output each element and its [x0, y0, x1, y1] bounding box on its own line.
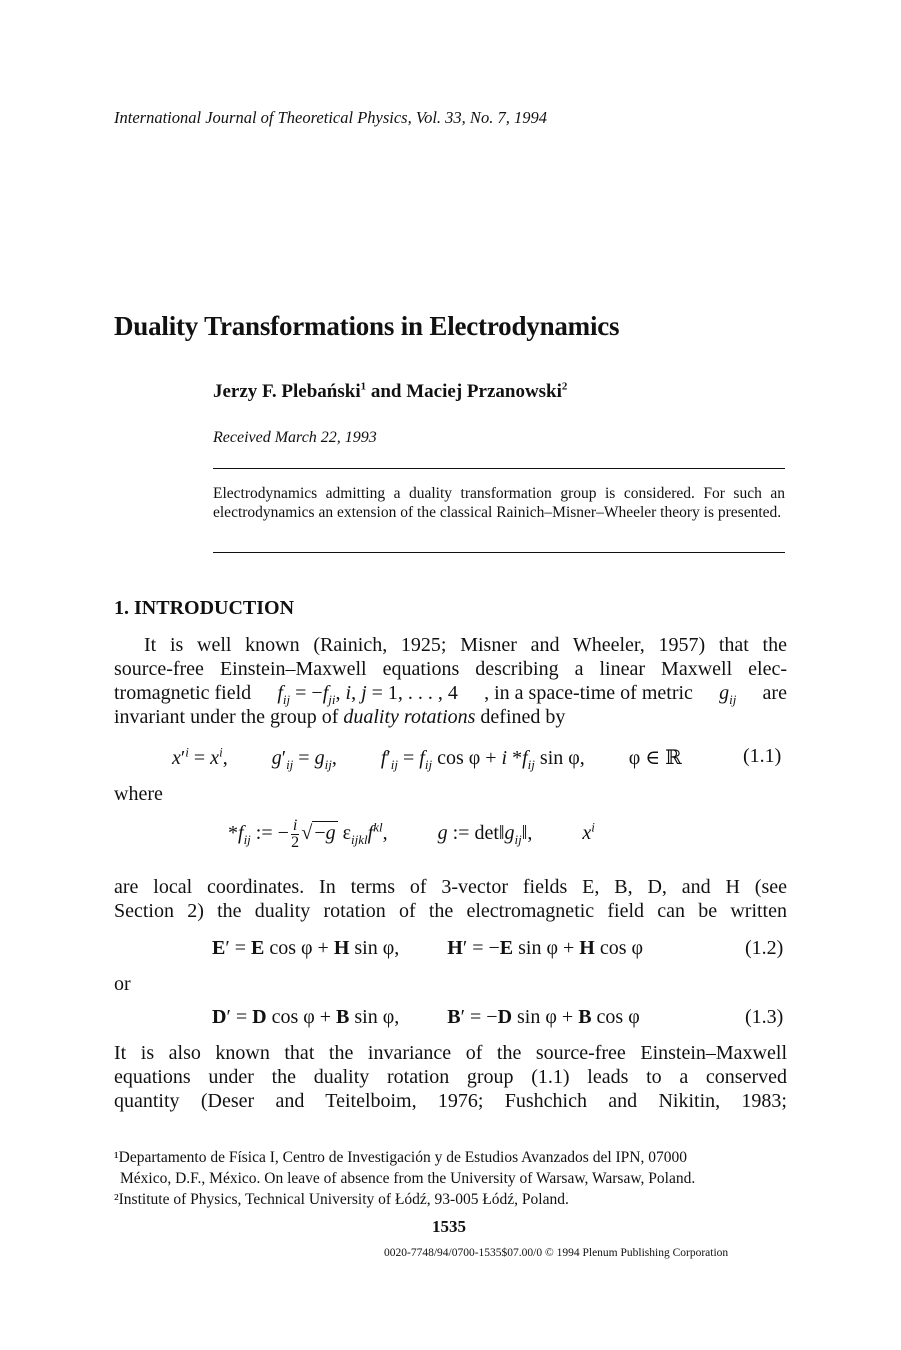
equation-1-1: $x'^i = x^i$, $g'_{ij} = g_{ij}$, $f'_{ij} = f_{ij}$ cos φ + i $*f_{ij}$ sin φ, φ ∈ ℝ	[172, 744, 682, 772]
fraction-i-over-2: $\frac{i}{2}$	[291, 817, 300, 851]
equation-1-3: D′ = D cos φ + B sin φ, B′ = −D sin φ + B cos φ	[212, 1006, 640, 1028]
footnote-1-line-2: México, D.F., México. On leave of absence from the University of Warsaw, Warsaw, Poland.	[120, 1170, 696, 1187]
footnote-2: ²Institute of Physics, Technical University of Łódź, 93-005 Łódź, Poland.	[114, 1191, 569, 1208]
intro-line-4-text-b: defined by	[480, 706, 566, 728]
intro-line-1: It is well known (Rainich, 1925; Misner and Wheeler, 1957) that the	[144, 634, 787, 656]
dual-definition: $*f_{ij}$ := − $\frac{i}{2}$ √ −g $\varepsilon_{ijkl}f^{kl}$, g := $\det‖g_{ij}‖$, $x^i$	[228, 817, 595, 851]
after-def-line-1: are local coordinates. In terms of 3-vector fields E, B, D, and H (see	[114, 876, 787, 898]
equation-1-1-number: (1.1)	[743, 745, 782, 767]
closing-line-2: equations under the duality rotation group (1.1) leads to a conserved	[114, 1066, 787, 1088]
intro-line-3-text-a: tromagnetic field	[114, 682, 252, 704]
intro-line-2: source-free Einstein–Maxwell equations describing a linear Maxwell elec-	[114, 658, 787, 680]
intro-line-4	[114, 706, 565, 729]
intro-line-3-text-c: are	[762, 682, 787, 704]
section-heading: 1. INTRODUCTION	[114, 597, 295, 619]
footnotes	[114, 1147, 789, 1210]
abstract-top-rule	[213, 468, 785, 469]
equation-1-2: E′ = E cos φ + H sin φ, H′ = −E sin φ + H cos φ	[212, 937, 644, 959]
author-list	[213, 381, 567, 403]
where-text: where	[114, 783, 163, 805]
after-def-line-2: Section 2) the duality rotation of the electromagnetic field can be written	[114, 900, 787, 922]
journal-citation: International Journal of Theoretical Physics, Vol. 33, No. 7, 1994	[114, 108, 547, 127]
equation-1-2-number: (1.2)	[745, 937, 784, 959]
metric-math: $g_{ij}$	[719, 682, 737, 707]
article-title: Duality Transformations in Electrodynamics	[114, 311, 620, 341]
intro-line-3	[114, 682, 787, 705]
author-1: Jerzy F. Plebański	[213, 381, 361, 402]
or-text: or	[114, 973, 131, 995]
footnote-1-line-1: ¹Departamento de Física I, Centro de Investigación y de Estudios Avanzados del IPN, 07000	[114, 1149, 687, 1166]
page-number: 1535	[432, 1217, 466, 1236]
intro-line-4-text-a: invariant under the group of	[114, 706, 339, 728]
author-2: Maciej Przanowski	[406, 381, 562, 402]
copyright-line: 0020-7748/94/0700-1535$07.00/0 © 1994 Plenum Publishing Corporation	[384, 1247, 729, 1259]
author-2-footnote-mark: 2	[561, 380, 568, 393]
author-1-footnote-mark: 1	[360, 380, 367, 393]
closing-line-3: quantity (Deser and Teitelboim, 1976; Fushchich and Nikitin, 1983;	[114, 1090, 787, 1112]
field-tensor-math: $f_{ij} = -f_{ji}$, i, j = 1, . . . , 4	[277, 682, 458, 707]
received-date: Received March 22, 1993	[213, 429, 377, 446]
intro-line-3-text-b: , in a space-time of metric	[484, 682, 693, 704]
author-conjunction: and	[370, 381, 402, 402]
abstract-bottom-rule	[213, 552, 785, 553]
abstract-text: Electrodynamics admitting a duality transformation group is considered. For such an electrodynamics an extension of the classical Rainich–Misner–Wheeler theory is presented.	[213, 485, 785, 521]
closing-line-1: It is also known that the invariance of the source-free Einstein–Maxwell	[114, 1042, 787, 1064]
duality-rotations-term: duality rotations	[343, 706, 476, 728]
equation-1-3-number: (1.3)	[745, 1006, 784, 1028]
